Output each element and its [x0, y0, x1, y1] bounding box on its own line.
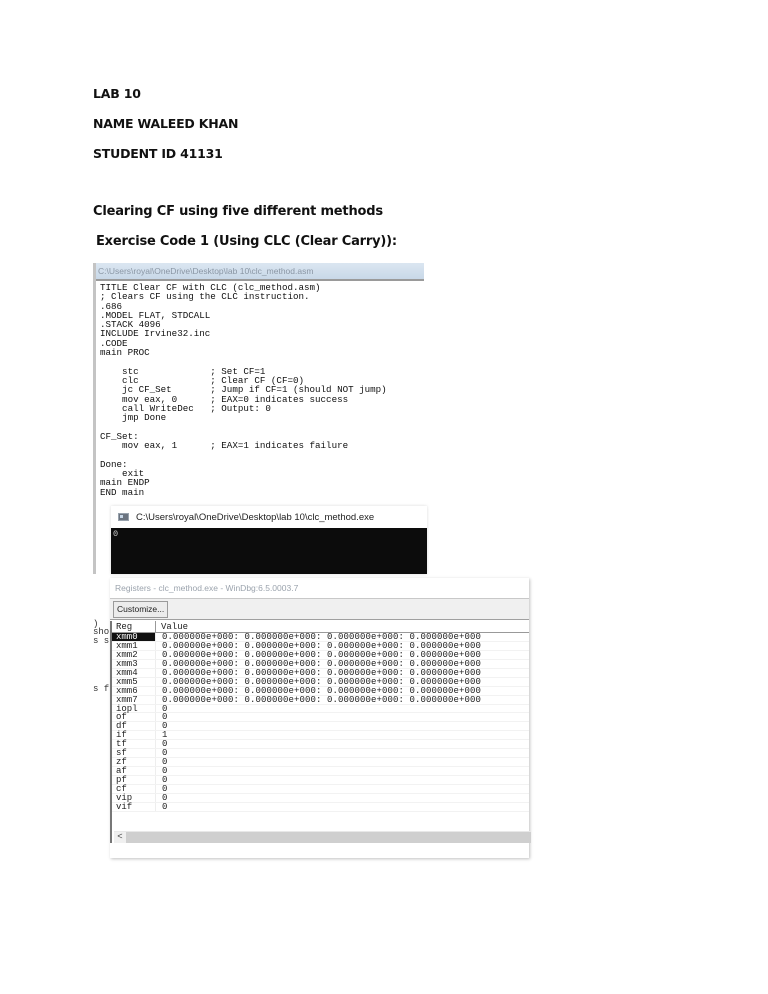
code-line: mov eax, 1 ; EAX=1 indicates failure	[100, 440, 349, 452]
code-editor-screenshot	[93, 263, 424, 511]
registers-table	[110, 621, 529, 843]
register-name: iopl	[112, 705, 156, 713]
code-line: jc CF_Set ; Jump if CF=1 (should NOT jump)	[100, 384, 387, 396]
code-line: .MODEL FLAT, STDCALL	[100, 309, 211, 321]
code-line: jmp Done	[100, 412, 167, 424]
background-fragment: s s	[93, 636, 110, 646]
register-name: xmm1	[112, 642, 156, 650]
code-line: main PROC	[100, 347, 150, 359]
background-fragment: )	[93, 619, 99, 629]
register-name: xmm2	[112, 651, 156, 659]
register-row[interactable]	[112, 740, 529, 749]
column-header-value[interactable]: Value	[161, 622, 189, 632]
register-value: 0	[162, 721, 168, 732]
registers-title-bar: Registers - clc_method.exe - WinDbg:6.5.0003.7	[110, 578, 529, 598]
code-line: mov eax, 0 ; EAX=0 indicates success	[100, 393, 349, 405]
register-name: xmm6	[112, 687, 156, 695]
register-row[interactable]	[112, 749, 529, 758]
register-value: 0	[162, 757, 168, 768]
background-fragment: sho	[93, 627, 110, 637]
code-listing	[96, 281, 424, 497]
code-line: stc ; Set CF=1	[100, 365, 266, 377]
register-value: 0.000000e+000: 0.000000e+000: 0.000000e+000: 0.000000e+000	[162, 676, 482, 687]
console-output: 0	[111, 528, 427, 574]
register-name: vip	[112, 794, 156, 802]
register-value: 0.000000e+000: 0.000000e+000: 0.000000e+000: 0.000000e+000	[162, 632, 482, 642]
column-header-reg[interactable]: Reg	[112, 621, 156, 632]
code-line: .686	[100, 300, 123, 312]
code-line: Done:	[100, 458, 128, 470]
background-fragment: s f	[93, 684, 110, 694]
register-name: pf	[112, 776, 156, 784]
register-name: xmm3	[112, 660, 156, 668]
scroll-left-arrow-icon[interactable]: <	[114, 832, 126, 843]
register-row[interactable]	[112, 705, 529, 714]
registers-window	[110, 578, 529, 858]
code-line: .STACK 4096	[100, 319, 161, 331]
register-value: 0	[162, 739, 168, 750]
register-row[interactable]	[112, 803, 529, 812]
code-line: INCLUDE Irvine32.inc	[100, 328, 211, 340]
console-title-bar	[111, 506, 427, 528]
register-row[interactable]	[112, 776, 529, 785]
register-row[interactable]	[112, 696, 529, 705]
code-line	[100, 450, 424, 459]
register-value: 0.000000e+000: 0.000000e+000: 0.000000e+000: 0.000000e+000	[162, 667, 482, 678]
register-value: 0.000000e+000: 0.000000e+000: 0.000000e+000: 0.000000e+000	[162, 694, 482, 705]
register-name: xmm4	[112, 669, 156, 677]
register-value: 0.000000e+000: 0.000000e+000: 0.000000e+000: 0.000000e+000	[162, 649, 482, 660]
section-title: Clearing CF using five different methods	[93, 204, 383, 219]
register-value: 0.000000e+000: 0.000000e+000: 0.000000e+000: 0.000000e+000	[162, 658, 482, 669]
register-value: 0	[162, 766, 168, 777]
horizontal-scrollbar[interactable]	[114, 831, 531, 843]
register-name: xmm7	[112, 696, 156, 704]
register-value: 0.000000e+000: 0.000000e+000: 0.000000e+000: 0.000000e+000	[162, 685, 482, 696]
register-value: 0	[162, 712, 168, 723]
register-name: tf	[112, 740, 156, 748]
code-line: ; Clears CF using the CLC instruction.	[100, 291, 310, 303]
code-line: CF_Set:	[100, 430, 139, 442]
register-name: xmm0	[112, 633, 156, 641]
register-row[interactable]	[112, 758, 529, 767]
console-window	[111, 506, 427, 574]
register-row[interactable]	[112, 767, 529, 776]
register-value: 0	[162, 748, 168, 759]
register-name: xmm5	[112, 678, 156, 686]
console-screenshot	[93, 506, 424, 574]
console-title: C:\Users\royal\OneDrive\Desktop\lab 10\clc_method.exe	[136, 511, 375, 523]
register-row[interactable]	[112, 731, 529, 740]
register-row[interactable]	[112, 713, 529, 722]
editor-title-bar: C:\Users\royal\OneDrive\Desktop\lab 10\clc_method.asm	[96, 263, 424, 281]
registers-toolbar	[110, 598, 529, 620]
code-line: clc ; Clear CF (CF=0)	[100, 374, 304, 386]
code-line: exit	[100, 467, 145, 479]
register-name: if	[112, 731, 156, 739]
register-value: 0	[162, 792, 168, 803]
register-value: 1	[162, 730, 168, 741]
register-value: 0	[162, 703, 168, 714]
register-row[interactable]	[112, 794, 529, 803]
register-row[interactable]	[112, 722, 529, 731]
student-id: STUDENT ID 41131	[93, 146, 223, 161]
register-value: 0	[162, 783, 168, 794]
registers-rows	[112, 633, 529, 812]
register-name: af	[112, 767, 156, 775]
register-name: sf	[112, 749, 156, 757]
register-value: 0	[162, 801, 168, 812]
code-line: TITLE Clear CF with CLC (clc_method.asm)	[100, 282, 321, 293]
register-name: of	[112, 713, 156, 721]
register-row[interactable]	[112, 785, 529, 794]
register-value: 0	[162, 775, 168, 785]
code-line: .CODE	[100, 337, 128, 349]
code-line	[100, 422, 424, 431]
register-name: zf	[112, 758, 156, 766]
console-app-icon	[118, 513, 129, 521]
customize-button[interactable]: Customize...	[113, 601, 168, 618]
code-line: call WriteDec ; Output: 0	[100, 402, 271, 414]
lab-title: LAB 10	[93, 86, 141, 101]
exercise-title: Exercise Code 1 (Using CLC (Clear Carry)):	[96, 234, 397, 249]
code-line: END main	[100, 486, 145, 498]
student-name: NAME WALEED KHAN	[93, 116, 239, 131]
register-name: df	[112, 722, 156, 730]
code-line: main ENDP	[100, 477, 150, 489]
register-name: cf	[112, 785, 156, 793]
register-value: 0.000000e+000: 0.000000e+000: 0.000000e+000: 0.000000e+000	[162, 640, 482, 651]
register-name: vif	[112, 803, 156, 811]
